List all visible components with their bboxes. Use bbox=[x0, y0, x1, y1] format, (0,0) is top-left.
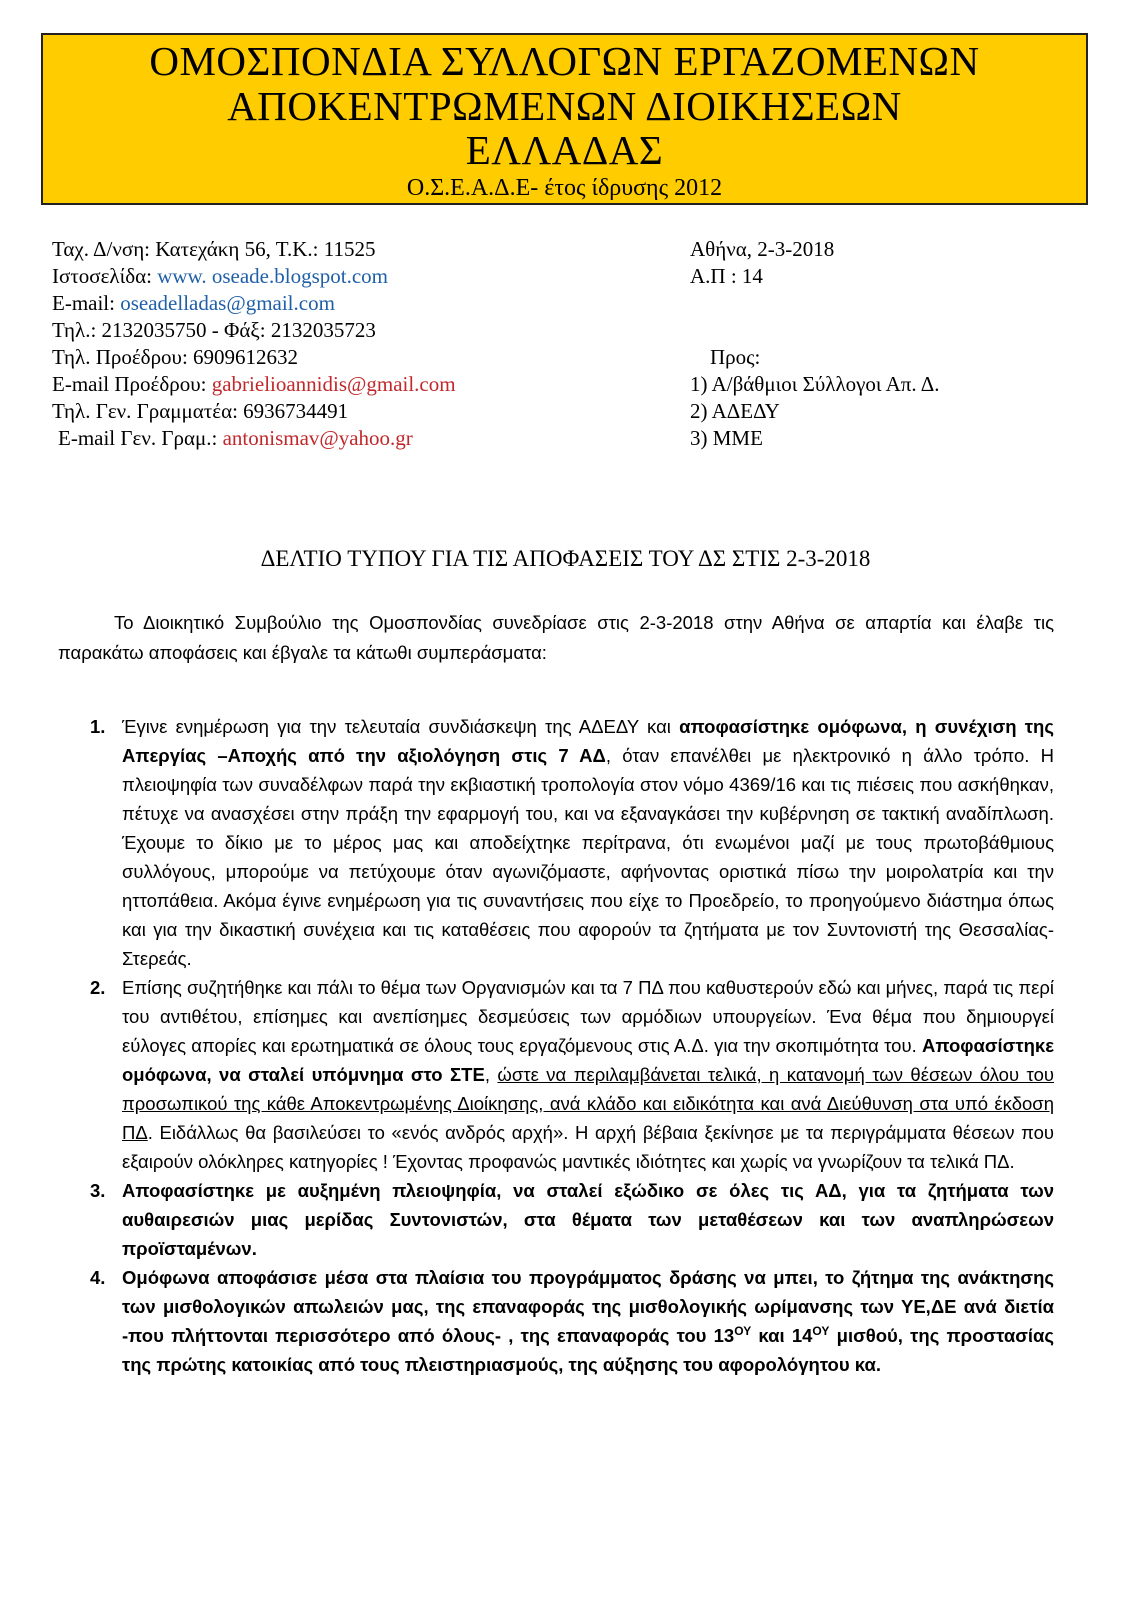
item-number: 1. bbox=[90, 716, 106, 737]
recipient-item: 3) ΜΜΕ bbox=[690, 426, 763, 450]
superscript: ΟΥ bbox=[734, 1323, 752, 1338]
president-phone: Τηλ. Προέδρου: 6909612632 bbox=[52, 345, 299, 369]
list-item bbox=[86, 1263, 1054, 1379]
list-item bbox=[86, 1176, 1054, 1263]
item-number: 3. bbox=[90, 1180, 106, 1201]
item-text: Ομόφωνα αποφάσισε μέσα στα πλαίσια του προγράμματος δράσης να μπει, το ζήτημα της ανάκτησης των μισθολογικών απωλειών μας, της επαναφοράς της μισθολογικής ωρίμανσης των ΥΕ,ΔΕ ανά διετία -που πλήττονται περισσότερο από όλους- , της επαναφοράς του 13 bbox=[122, 1267, 1054, 1346]
item-text: και 14 bbox=[751, 1325, 813, 1346]
item-text: , όταν επανέλθει με ηλεκτρονικό η άλλο τρόπο. Η πλειοψηφία των συναδέλφων παρά την εκβιαστική τροπολογία στον νόμο 4369/16 και τις πιέσεις που ασκήθηκαν, πέτυχε να ανασχέσει στην πράξη την εφαρμογή του, και να εξαναγκάσει την κυβέρνηση σε τακτική αναδίπλωση. Έχουμε το δίκιο με το μέρος μας και αποδείχτηκε περίτρανα, ότι ενωμένοι μαζί με τους πρωτοβάθμιους συλλόγους, μπορούμε να πετύχουμε όταν αγωνιζόμαστε, αφήνοντας οριστικά πίσω την μοιρολατρία και την ηττοπάθεια. Ακόμα έγινε ενημέρωση για τις συναντήσεις που είχε το Προεδρείο, το προηγούμενο διάστημα όπως και για την δικαστική συνέχεια και τις καταθέσεις που αφορούν τα ζητήματα με τον Συντονιστή της Θεσσαλίας-Στερεάς. bbox=[122, 745, 1054, 969]
item-bold-text: αποφασίστηκε ομόφωνα, η συνέχιση της Απεργίας –Αποχής από την αξιολόγηση στις 7 ΑΔ bbox=[122, 716, 1054, 766]
federation-banner bbox=[41, 33, 1088, 205]
item-number: 2. bbox=[90, 977, 106, 998]
president-email-label: E-mail Προέδρου: bbox=[52, 372, 212, 396]
website-link[interactable]: www. oseade.blogspot.com bbox=[157, 264, 388, 288]
protocol-number: Α.Π : 14 bbox=[690, 264, 763, 288]
item-bold-text: Αποφασίστηκε ομόφωνα, να σταλεί υπόμνημα στο ΣΤΕ bbox=[122, 1035, 1054, 1085]
place-date: Αθήνα, 2-3-2018 bbox=[690, 237, 835, 261]
email-label: E-mail: bbox=[52, 291, 121, 315]
banner-line-1: ΟΜΟΣΠΟΝΔΙΑ ΣΥΛΛΟΓΩΝ ΕΡΓΑΖΟΜΕΝΩΝ bbox=[149, 38, 980, 84]
press-release-title: ΔΕΛΤΙΟ ΤΥΠΟΥ ΓΙΑ ΤΙΣ ΑΠΟΦΑΣΕΙΣ ΤΟΥ ΔΣ ΣΤΙΣ 2-3-2018 bbox=[260, 546, 871, 571]
website-row bbox=[52, 263, 456, 290]
recipients-label: Προς: bbox=[710, 345, 761, 369]
recipient-item: 2) ΑΔΕΔΥ bbox=[690, 399, 780, 423]
item-number: 4. bbox=[90, 1267, 106, 1288]
item-text: Αποφασίστηκε με αυξημένη πλειοψηφία, να σταλεί εξώδικο σε όλες τις ΑΔ, για τα ζητήματα των αυθαιρεσιών μιας μερίδας Συντονιστών, στα θέματα των μεταθέσεων και των αναπληρώσεων προϊσταμένων. bbox=[122, 1180, 1054, 1259]
president-email-link[interactable]: gabrielioannidis@gmail.com bbox=[211, 372, 456, 396]
intro-text: Το Διοικητικό Συμβούλιο της Ομοσπονδίας συνεδρίασε στις 2-3-2018 στην Αθήνα σε απαρτία και έλαβε τις παρακάτω αποφάσεις και έβγαλε τα κάτωθι συμπεράσματα: bbox=[58, 612, 1054, 663]
secretary-email-row bbox=[52, 425, 456, 452]
decisions-list bbox=[86, 712, 1054, 1379]
banner-line-3: ΕΛΛΑΔΑΣ bbox=[465, 127, 664, 173]
contact-block bbox=[52, 236, 456, 452]
intro-paragraph bbox=[58, 608, 1054, 668]
list-item bbox=[86, 712, 1054, 973]
address: Ταχ. Δ/νση: Κατεχάκη 56, Τ.Κ.: 11525 bbox=[52, 237, 376, 261]
superscript: ΟΥ bbox=[812, 1323, 830, 1338]
phone-fax: Τηλ.: 2132035750 - Φάξ: 2132035723 bbox=[52, 318, 376, 342]
banner-line-2: ΑΠΟΚΕΝΤΡΩΜΕΝΩΝ ΔΙΟΙΚΗΣΕΩΝ bbox=[227, 83, 902, 129]
secretary-email-link[interactable]: antonismav@yahoo.gr bbox=[222, 426, 413, 450]
item-text: . Ειδάλλως θα βασιλεύσει το «ενός ανδρός αρχή». Η αρχή βέβαια ξεκίνησε με τα περιγράμματα θέσεων που εξαιρούν ολόκληρες κατηγορίες ! Έχοντας προφανώς μαντικές ιδιότητες και χωρίς να γνωρίζουν τα τελικά ΠΔ. bbox=[122, 1122, 1054, 1172]
item-text: Επίσης συζητήθηκε και πάλι το θέμα των Οργανισμών και τα 7 ΠΔ που καθυστερούν εδώ και μήνες, παρά τις περί του αντιθέτου, επίσημες και ανεπίσημες δεσμεύσεις των αρμόδιων υπουργείων. Ένα θέμα που δημιουργεί εύλογες απορίες και ερωτηματικά σε όλους τους εργαζόμενους στις Α.Δ. για την σκοπιμότητα του. bbox=[122, 977, 1054, 1056]
banner-subtitle: Ο.Σ.Ε.Α.Δ.Ε- έτος ίδρυσης 2012 bbox=[406, 175, 723, 201]
president-email-row bbox=[52, 371, 456, 398]
item-text: Έγινε ενημέρωση για την τελευταία συνδιάσκεψη της ΑΔΕΔΥ και bbox=[122, 716, 680, 737]
email-row bbox=[52, 290, 456, 317]
recipient-item: 1) Α/βάθμιοι Σύλλογοι Απ. Δ. bbox=[690, 372, 940, 396]
secretary-email-label: E-mail Γεν. Γραμ.: bbox=[58, 426, 223, 450]
item-underlined-text: ώστε να περιλαμβάνεται τελικά, η κατανομή των θέσεων όλου του προσωπικού της κάθε Αποκεντρωμένης Διοίκησης, ανά κλάδο και ειδικότητα και ανά Διεύθυνση στα υπό έκδοση ΠΔ bbox=[122, 1064, 1055, 1143]
list-item bbox=[86, 973, 1054, 1176]
website-label: Ιστοσελίδα: bbox=[52, 264, 158, 288]
secretary-phone: Τηλ. Γεν. Γραμματέα: 6936734491 bbox=[52, 399, 349, 423]
item-text: μισθού, της προστασίας της πρώτης κατοικίας από τους πλειστηριασμούς, της αύξησης του αφορολόγητου κα. bbox=[122, 1325, 1054, 1375]
email-link[interactable]: oseadelladas@gmail.com bbox=[120, 291, 335, 315]
item-text: , bbox=[484, 1064, 498, 1085]
